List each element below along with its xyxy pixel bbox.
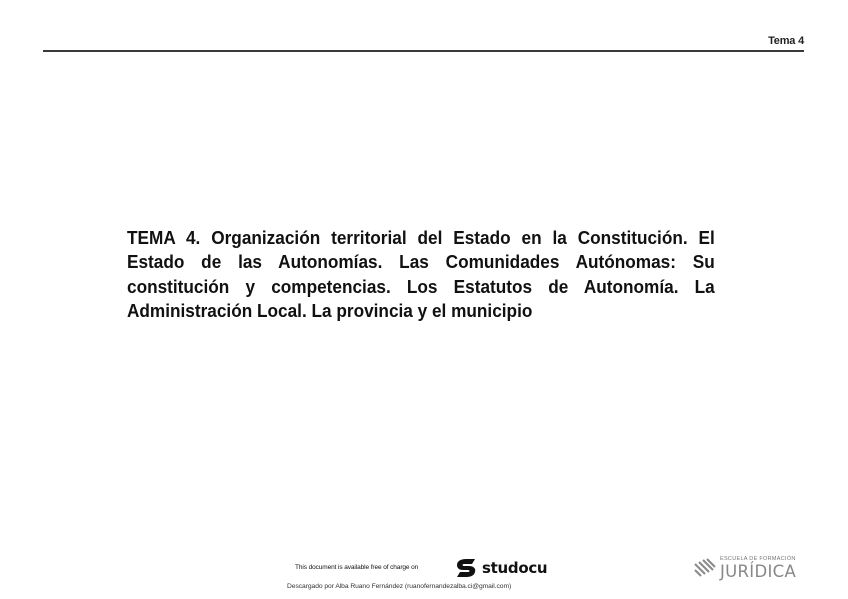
juridica-emblem-icon — [694, 558, 716, 580]
juridica-wordmark — [720, 557, 796, 580]
main-heading: TEMA 4. Organización territorial del Estado en la Constitución. El Estado de las Autonomías. Las Comunidades Autónomas: Su constitución y competencias. Los Estatutos de Autonomía. La Administración Local. La provincia y el municipio — [127, 227, 715, 321]
page-header-label: Tema 4 — [768, 35, 804, 47]
footer-notice: This document is available free of charge on — [295, 564, 419, 571]
juridica-logo — [694, 557, 796, 580]
studocu-logo-link[interactable] — [455, 558, 547, 578]
header-rule — [43, 50, 804, 52]
download-credit: Descargado por Alba Ruano Fernández (ruanofernandezalba.ci@gmail.com) — [287, 583, 512, 590]
juridica-small-text: ESCUELA DE FORMACIÓN — [720, 556, 796, 562]
juridica-big-text: JURÍDICA — [720, 561, 797, 581]
studocu-logo-icon — [455, 558, 477, 578]
studocu-wordmark: studocu — [482, 559, 548, 577]
